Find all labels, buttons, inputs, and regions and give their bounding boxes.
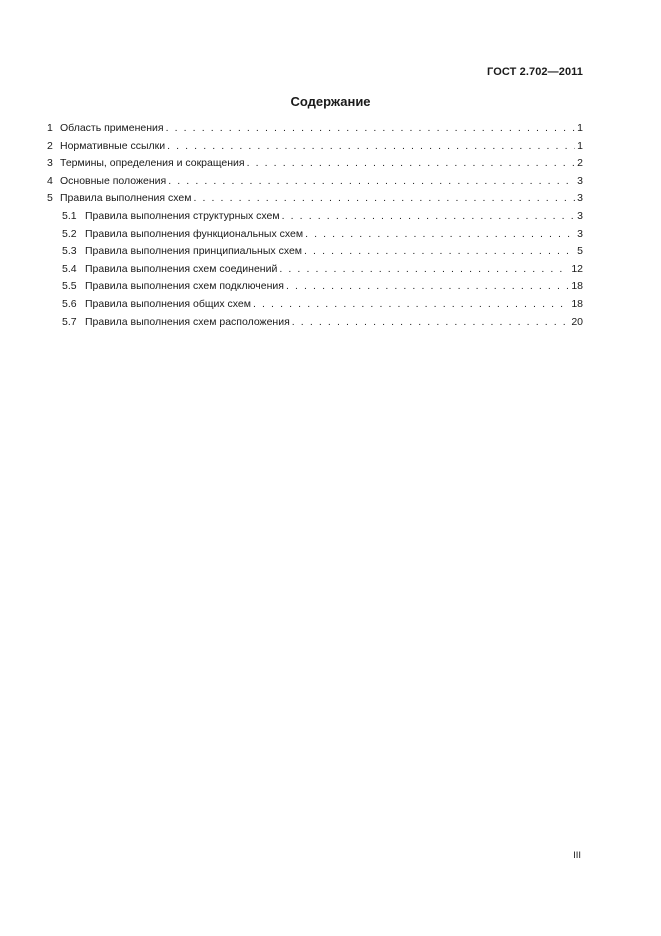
toc-entry-number: 5.6 [62, 297, 77, 310]
toc-entry-page: 20 [571, 315, 583, 328]
toc-entry-page: 2 [577, 157, 583, 170]
toc-dot-leader [282, 210, 576, 222]
toc-entry-label: Термины, определения и сокращения [60, 157, 245, 170]
toc-entry-label: Правила выполнения схем соединений [85, 262, 278, 275]
toc-dot-leader [247, 157, 576, 169]
toc-entry-label: Правила выполнения общих схем [85, 297, 251, 310]
toc-entry-number: 5 [47, 192, 53, 205]
toc-entry-page: 5 [577, 245, 583, 258]
toc-subentry[interactable] [47, 263, 583, 281]
toc-entry-label: Правила выполнения структурных схем [85, 209, 280, 222]
toc-dot-leader [304, 245, 575, 257]
toc-entry-label: Правила выполнения схем расположения [85, 315, 290, 328]
toc-entry-page: 3 [577, 209, 583, 222]
toc-entry-label: Область применения [60, 122, 164, 134]
toc-entry-label: Нормативные ссылки [60, 139, 166, 152]
toc-dot-leader [305, 228, 575, 240]
toc-dot-leader [286, 280, 569, 292]
table-of-contents [47, 122, 583, 333]
toc-entry[interactable] [47, 175, 583, 193]
toc-title: Содержание [290, 94, 371, 109]
toc-entry-number: 3 [47, 157, 53, 170]
document-code: ГОСТ 2.702—2011 [487, 66, 583, 78]
toc-subentry[interactable] [47, 210, 583, 228]
toc-dot-leader [279, 263, 569, 275]
toc-entry-label: Правила выполнения функциональных схем [85, 227, 304, 240]
toc-entry-number: 5.7 [62, 315, 77, 328]
toc-entry-number: 2 [47, 139, 53, 152]
toc-entry-label: Правила выполнения схем [60, 192, 192, 205]
page-number: III [573, 850, 581, 861]
toc-entry-page: 18 [571, 280, 583, 293]
toc-entry-number: 5.3 [62, 245, 77, 258]
toc-entry[interactable] [47, 157, 583, 175]
toc-dot-leader [193, 192, 575, 204]
toc-entry-page: 1 [577, 122, 583, 134]
toc-entry-page: 1 [577, 139, 583, 152]
toc-dot-leader [253, 298, 569, 310]
toc-entry-number: 5.5 [62, 280, 77, 293]
toc-entry[interactable] [47, 192, 583, 210]
toc-entry[interactable] [47, 140, 583, 158]
toc-subentry[interactable] [47, 245, 583, 263]
toc-subentry[interactable] [47, 280, 583, 298]
toc-entry-number: 5.1 [62, 209, 77, 222]
toc-entry-page: 18 [571, 297, 583, 310]
toc-entry[interactable] [47, 122, 583, 140]
toc-entry-label: Правила выполнения схем подключения [85, 280, 284, 293]
toc-subentry[interactable] [47, 316, 583, 334]
toc-entry-number: 5.2 [62, 227, 77, 240]
toc-entry-page: 3 [577, 174, 583, 187]
toc-entry-number: 5.4 [62, 262, 77, 275]
toc-entry-number: 4 [47, 174, 53, 187]
toc-entry-page: 3 [577, 192, 583, 205]
toc-subentry[interactable] [47, 298, 583, 316]
toc-dot-leader [166, 122, 576, 134]
toc-dot-leader [292, 316, 570, 328]
toc-subentry[interactable] [47, 228, 583, 246]
toc-entry-page: 12 [571, 262, 583, 275]
toc-dot-leader [167, 140, 575, 152]
toc-dot-leader [168, 175, 575, 187]
toc-entry-number: 1 [47, 122, 53, 134]
toc-entry-label: Основные положения [60, 174, 167, 187]
toc-entry-label: Правила выполнения принципиальных схем [85, 245, 303, 258]
toc-entry-page: 3 [577, 227, 583, 240]
